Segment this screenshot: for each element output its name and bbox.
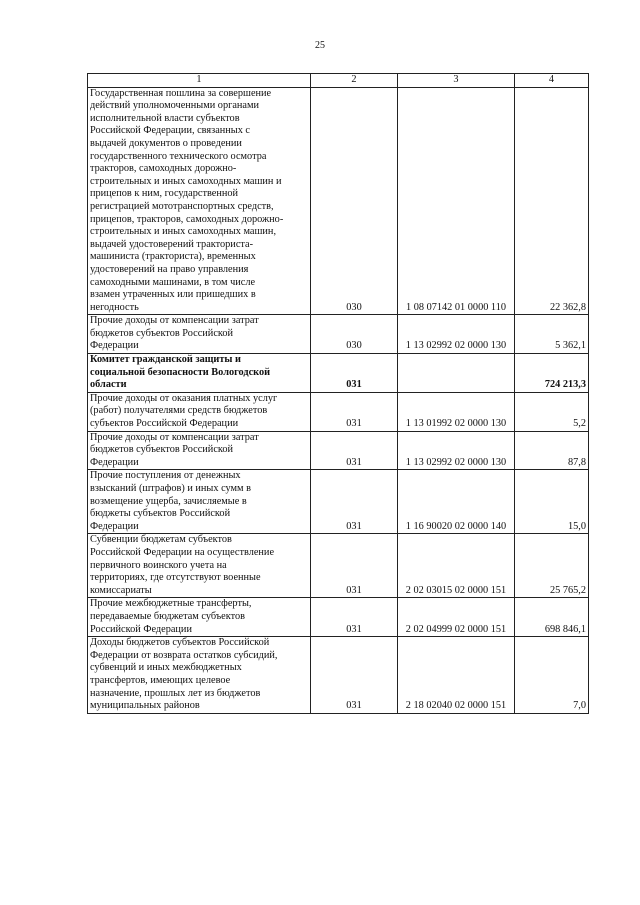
- row-amount-cell: 5,2: [515, 392, 589, 431]
- row-code-cell: 1 13 02992 02 0000 130: [398, 431, 515, 470]
- page-number: 25: [315, 40, 325, 51]
- row-name-cell: Прочие доходы от компенсации затрат бюджетов субъектов Российской Федерации: [88, 431, 311, 470]
- row-code-cell: 1 16 90020 02 0000 140: [398, 470, 515, 534]
- row-name-cell: Комитет гражданской защиты и социальной безопасности Вологодской области: [88, 354, 311, 393]
- row-admin-cell: 031: [311, 598, 398, 637]
- row-admin-cell: 031: [311, 392, 398, 431]
- header-cell-4: 4: [515, 74, 589, 88]
- table-row: [88, 534, 589, 598]
- row-code-cell: 2 18 02040 02 0000 151: [398, 637, 515, 714]
- row-amount-cell: 22 362,8: [515, 87, 589, 315]
- row-code-cell: 1 13 01992 02 0000 130: [398, 392, 515, 431]
- row-name-cell: Доходы бюджетов субъектов Российской Федерации от возврата остатков субсидий, субвенций и иных межбюджетных трансфертов, имеющих целевое назначение, прошлых лет из бюджетов муниципальных районов: [88, 637, 311, 714]
- row-code-cell: [398, 354, 515, 393]
- table-row: [88, 87, 589, 315]
- row-admin-cell: 031: [311, 637, 398, 714]
- table-row: [88, 392, 589, 431]
- row-code-cell: 2 02 04999 02 0000 151: [398, 598, 515, 637]
- row-admin-cell: 031: [311, 431, 398, 470]
- row-name-cell: Государственная пошлина за совершение действий уполномоченными органами исполнительной власти субъектов Российской Федерации, связанных с выдачей документов о проведении государственного технического осмотра тракторов, самоходных дорожно- строительных и иных самоходных машин и прицепов к ним, государственной регистрацией мототранспортных средств, прицепов, тракторов, самоходных дорожно- строительных и иных самоходных машин, выдачей удостоверений тракториста- машиниста (тракториста), временных удостоверений на право управления самоходными машинами, в том числе взамен утраченных или пришедших в негодность: [88, 87, 311, 315]
- table-body: [88, 74, 589, 714]
- row-admin-cell: 031: [311, 534, 398, 598]
- header-cell-1: 1: [88, 74, 311, 88]
- table-row: [88, 470, 589, 534]
- row-code-cell: 2 02 03015 02 0000 151: [398, 534, 515, 598]
- row-amount-cell: 5 362,1: [515, 315, 589, 354]
- row-code-cell: 1 08 07142 01 0000 110: [398, 87, 515, 315]
- table-header-row: [88, 74, 589, 88]
- header-cell-2: 2: [311, 74, 398, 88]
- row-admin-cell: 030: [311, 87, 398, 315]
- table-row: [88, 315, 589, 354]
- row-name-cell: Прочие поступления от денежных взысканий (штрафов) и иных сумм в возмещение ущерба, зачисляемые в бюджеты субъектов Российской Федерации: [88, 470, 311, 534]
- revenue-table: [87, 73, 589, 714]
- row-code-cell: 1 13 02992 02 0000 130: [398, 315, 515, 354]
- row-name-cell: Субвенции бюджетам субъектов Российской Федерации на осуществление первичного воинского учета на территориях, где отсутствуют военные комиссариаты: [88, 534, 311, 598]
- row-name-cell: Прочие доходы от оказания платных услуг (работ) получателями средств бюджетов субъектов Российской Федерации: [88, 392, 311, 431]
- row-admin-cell: 031: [311, 470, 398, 534]
- header-cell-3: 3: [398, 74, 515, 88]
- row-amount-cell: 7,0: [515, 637, 589, 714]
- row-amount-cell: 87,8: [515, 431, 589, 470]
- table-row: [88, 354, 589, 393]
- row-admin-cell: 030: [311, 315, 398, 354]
- table-row: [88, 637, 589, 714]
- row-amount-cell: 25 765,2: [515, 534, 589, 598]
- row-amount-cell: 724 213,3: [515, 354, 589, 393]
- table-row: [88, 431, 589, 470]
- row-name-cell: Прочие межбюджетные трансферты, передаваемые бюджетам субъектов Российской Федерации: [88, 598, 311, 637]
- row-name-cell: Прочие доходы от компенсации затрат бюджетов субъектов Российской Федерации: [88, 315, 311, 354]
- row-amount-cell: 698 846,1: [515, 598, 589, 637]
- row-admin-cell: 031: [311, 354, 398, 393]
- row-amount-cell: 15,0: [515, 470, 589, 534]
- table-row: [88, 598, 589, 637]
